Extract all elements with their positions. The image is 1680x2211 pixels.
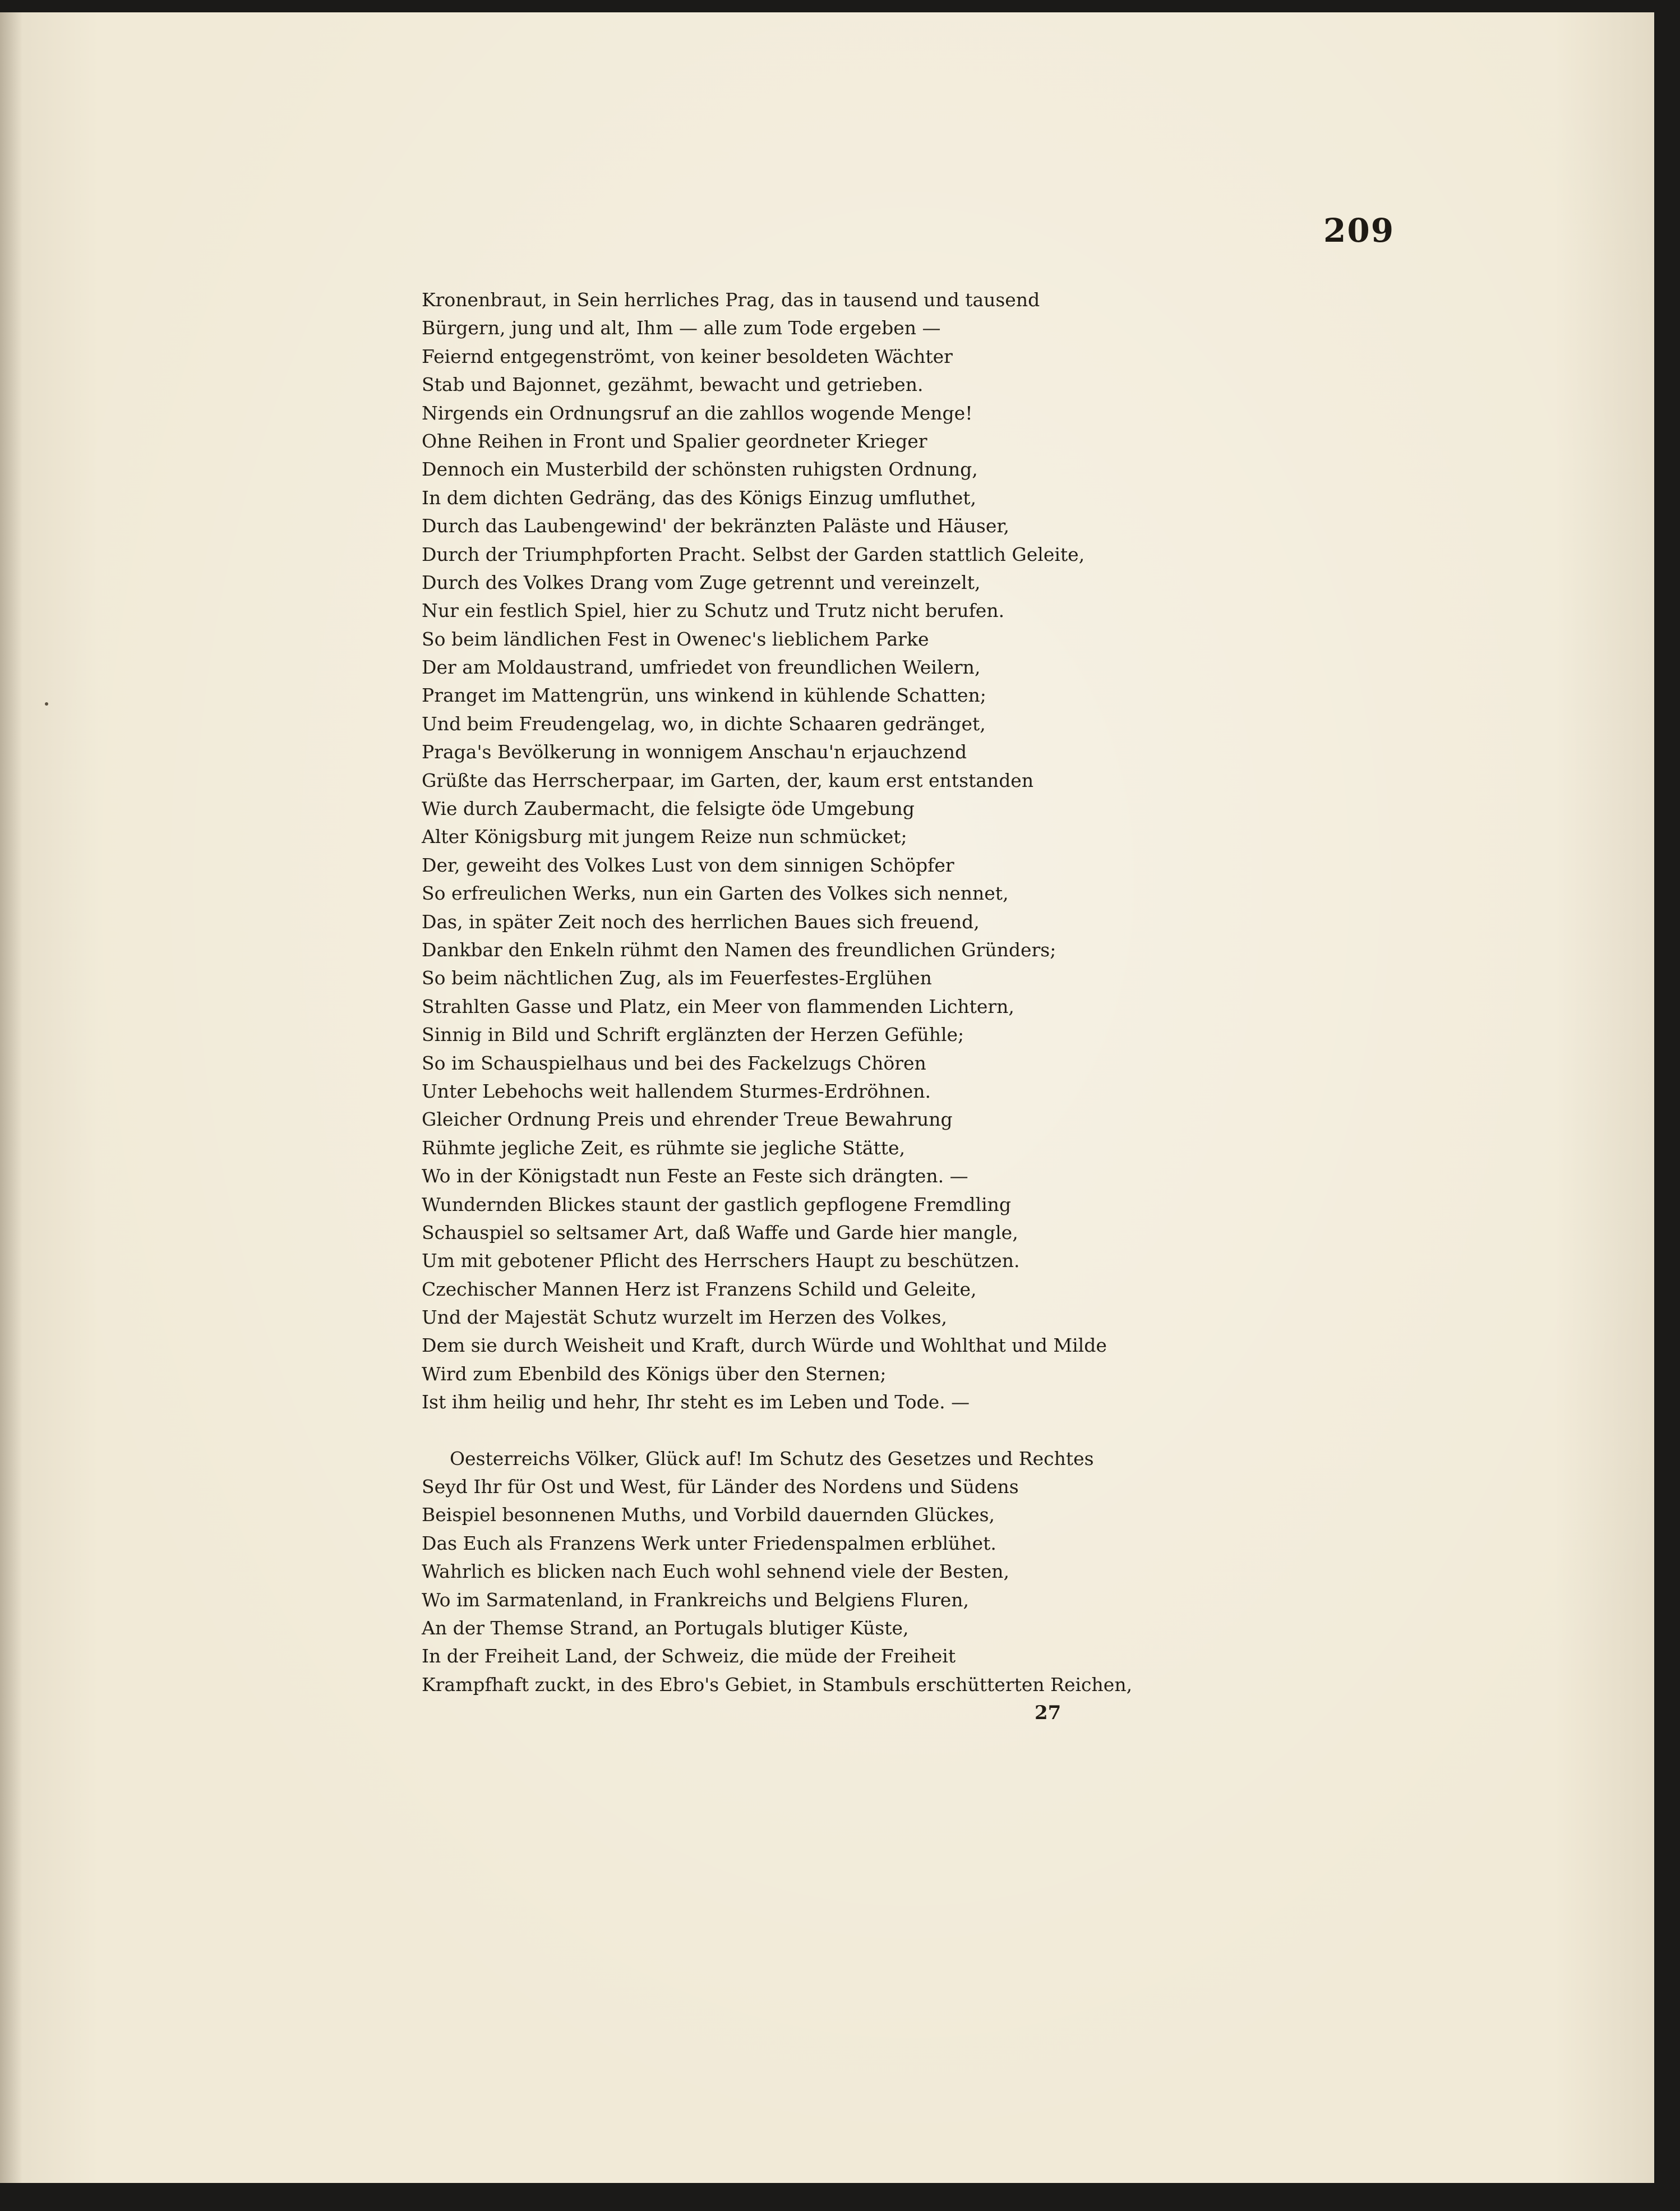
signature-mark: 27 xyxy=(1035,1702,1061,1724)
verse-line: Stab und Bajonnet, gezähmt, bewacht und getrieben. xyxy=(422,374,924,396)
book-page xyxy=(0,12,1654,2183)
verse-line: Dem sie durch Weisheit und Kraft, durch Würde und Wohlthat und Milde xyxy=(422,1334,1107,1357)
verse-line: Ohne Reihen in Front und Spalier geordneter Krieger xyxy=(422,430,927,452)
ink-spot xyxy=(45,702,48,706)
verse-line: Durch des Volkes Drang vom Zuge getrennt und vereinzelt, xyxy=(422,571,981,593)
verse-line: So beim ländlichen Fest in Owenec's lieblichem Parke xyxy=(422,628,929,650)
verse-line: In der Freiheit Land, der Schweiz, die müde der Freiheit xyxy=(422,1645,956,1668)
verse-line: Gleicher Ordnung Preis und ehrender Treue Bewahrung xyxy=(422,1108,953,1131)
verse-line: Und beim Freudengelag, wo, in dichte Schaaren gedränget, xyxy=(422,712,986,735)
verse-line: Unter Lebehochs weit hallendem Sturmes-Erdröhnen. xyxy=(422,1080,931,1102)
stanza-gap xyxy=(422,1417,1173,1445)
verse-line: Ist ihm heilig und hehr, Ihr steht es im Leben und Tode. — xyxy=(422,1391,970,1413)
verse-line: So beim nächtlichen Zug, als im Feuerfestes-Erglühen xyxy=(422,967,932,989)
verse-line: Das, in später Zeit noch des herrlichen Baues sich freuend, xyxy=(422,910,980,933)
verse-line: Wundernden Blickes staunt der gastlich gepflogene Fremdling xyxy=(422,1193,1012,1215)
gutter-shadow xyxy=(0,12,22,2183)
verse-line: In dem dichten Gedräng, das des Königs Einzug umfluthet, xyxy=(422,486,977,509)
verse-line: Strahlten Gasse und Platz, ein Meer von flammenden Lichtern, xyxy=(422,995,1014,1017)
verse-line: Der, geweiht des Volkes Lust von dem sinnigen Schöpfer xyxy=(422,854,954,876)
verse-line: Wird zum Ebenbild des Königs über den Sternen; xyxy=(422,1362,887,1385)
verse-line: Durch das Laubengewind' der bekränzten Paläste und Häuser, xyxy=(422,515,1010,537)
stanza-2 xyxy=(422,1445,1173,1699)
verse-line: Kronenbraut, in Sein herrliches Prag, das in tausend und tausend xyxy=(422,289,1040,311)
poem-text xyxy=(422,286,1173,1699)
verse-line: Praga's Bevölkerung in wonnigem Anschau'n erjauchzend xyxy=(422,741,967,763)
verse-line: Grüßte das Herrscherpaar, im Garten, der, kaum erst entstanden xyxy=(422,769,1034,791)
verse-line: Alter Königsburg mit jungem Reize nun schmücket; xyxy=(422,826,907,848)
verse-line: So im Schauspielhaus und bei des Fackelzugs Chören xyxy=(422,1052,926,1074)
verse-line: Das Euch als Franzens Werk unter Friedenspalmen erblühet. xyxy=(422,1532,996,1554)
verse-line: An der Themse Strand, an Portugals blutiger Küste, xyxy=(422,1616,909,1639)
verse-line: Wie durch Zaubermacht, die felsigte öde Umgebung xyxy=(422,798,915,820)
verse-line: Seyd Ihr für Ost und West, für Länder des Nordens und Südens xyxy=(422,1476,1019,1498)
verse-line: So erfreulichen Werks, nun ein Garten des Volkes sich nennet, xyxy=(422,882,1009,905)
verse-line: Und der Majestät Schutz wurzelt im Herzen des Volkes, xyxy=(422,1306,948,1329)
verse-line: Czechischer Mannen Herz ist Franzens Schild und Geleite, xyxy=(422,1278,977,1300)
verse-line: Wo im Sarmatenland, in Frankreichs und Belgiens Fluren, xyxy=(422,1588,970,1611)
verse-line: Durch der Triumphpforten Pracht. Selbst der Garden stattlich Geleite, xyxy=(422,543,1085,565)
verse-line: Rühmte jegliche Zeit, es rühmte sie jegliche Stätte, xyxy=(422,1136,906,1159)
verse-line: Krampfhaft zuckt, in des Ebro's Gebiet, in Stambuls erschütterten Reichen, xyxy=(422,1673,1133,1696)
verse-line: Wahrlich es blicken nach Euch wohl sehnend viele der Besten, xyxy=(422,1560,1009,1583)
verse-line: Schauspiel so seltsamer Art, daß Waffe und Garde hier mangle, xyxy=(422,1221,1018,1243)
page-number: 209 xyxy=(1323,211,1395,250)
verse-line: Um mit gebotener Pflicht des Herrschers Haupt zu beschützen. xyxy=(422,1250,1020,1272)
stanza-1 xyxy=(422,286,1173,1417)
verse-line: Feiernd entgegenströmt, von keiner besoldeten Wächter xyxy=(422,345,953,367)
verse-line: Wo in der Königstadt nun Feste an Feste sich drängten. — xyxy=(422,1165,968,1187)
verse-line: Nirgends ein Ordnungsruf an die zahllos wogende Menge! xyxy=(422,402,973,424)
verse-line: Pranget im Mattengrün, uns winkend in kühlende Schatten; xyxy=(422,684,986,707)
verse-line: Dennoch ein Musterbild der schönsten ruhigsten Ordnung, xyxy=(422,458,978,481)
verse-line: Der am Moldaustrand, umfriedet von freundlichen Weilern, xyxy=(422,656,981,679)
verse-line: Beispiel besonnenen Muths, und Vorbild dauernden Glückes, xyxy=(422,1504,995,1526)
verse-line: Nur ein festlich Spiel, hier zu Schutz und Trutz nicht berufen. xyxy=(422,600,1005,622)
verse-line: Oesterreichs Völker, Glück auf! Im Schutz des Gesetzes und Rechtes xyxy=(450,1447,1094,1470)
verse-line: Dankbar den Enkeln rühmt den Namen des freundlichen Gründers; xyxy=(422,938,1056,961)
verse-line: Sinnig in Bild und Schrift erglänzten der Herzen Gefühle; xyxy=(422,1024,964,1046)
verse-line: Bürgern, jung und alt, Ihm — alle zum Tode ergeben — xyxy=(422,317,941,339)
